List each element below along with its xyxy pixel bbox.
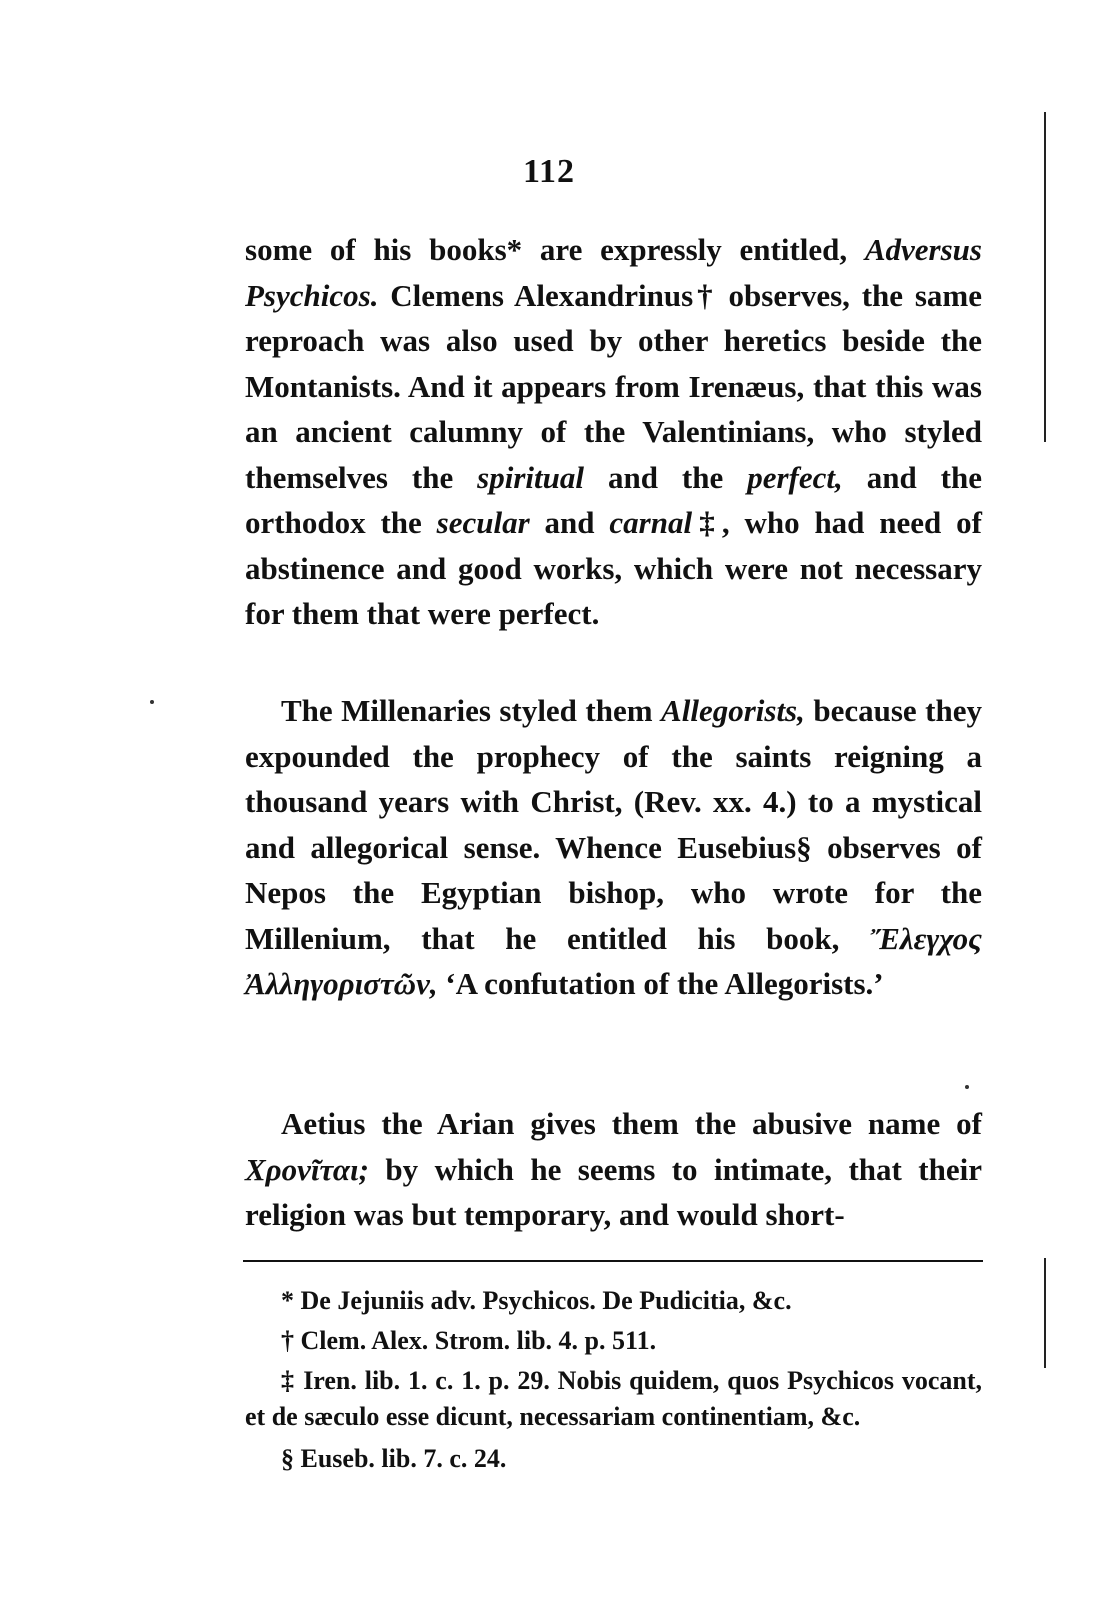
footnote-text: De Jejuniis adv. Psychicos. De Pudicitia, &c. xyxy=(300,1286,792,1315)
footnote xyxy=(245,1283,982,1319)
text-run: ‘A confutation of the Allegorists.’ xyxy=(437,966,884,1001)
text-run: observes, the same reproach was also used by other heretics beside the Montanists. And it appears from Irenæus, that this was an ancient calumny of the Valentinians, who styled themselves the xyxy=(245,277,982,495)
page-number: 112 xyxy=(522,153,576,190)
paragraph-psychicos xyxy=(245,227,982,637)
italic-term: secular xyxy=(436,505,530,540)
paragraph-millenaries xyxy=(245,688,982,1007)
text-run: and the xyxy=(584,459,748,495)
text-run: , who had need of abstinence and good works, which were not necessary for them that were perfect. xyxy=(245,505,982,631)
footnote-mark: * xyxy=(281,1286,294,1315)
text-run: observes of Nepos the Egyptian bishop, who wrote for the Millenium, that he entitled his book, xyxy=(245,829,982,956)
footnote-ref-dagger: † xyxy=(693,277,717,313)
footnote-mark: § xyxy=(281,1444,294,1473)
footnote-ref-section: § xyxy=(796,829,812,865)
scan-edge-line xyxy=(1044,112,1046,442)
footnote xyxy=(245,1363,982,1435)
scan-speck xyxy=(150,700,154,704)
footnote-text: Euseb. lib. 7. c. 24. xyxy=(300,1444,507,1473)
text-run: some of his books xyxy=(245,232,507,267)
text-run: are expressly entitled, xyxy=(522,232,865,267)
italic-term: spiritual xyxy=(477,459,584,495)
text-run: Aetius the Arian gives them the abusive name of xyxy=(281,1106,982,1141)
italic-title: Adversus Psychicos. xyxy=(245,232,982,313)
footnote-ref-asterisk: * xyxy=(506,232,523,267)
footnote-text: Iren. lib. 1. c. 1. p. 29. Nobis quidem, quos Psychicos vocant, et de sæculo esse dicunt, necessariam continentiam, &c. xyxy=(245,1366,982,1431)
paragraph-aetius xyxy=(245,1101,982,1238)
footnote xyxy=(245,1441,982,1477)
text-run: The Millenaries styled them xyxy=(281,693,662,728)
footnote-mark: ‡ xyxy=(281,1366,296,1395)
footnote xyxy=(245,1323,982,1359)
footnotes xyxy=(245,1283,982,1481)
scan-speck xyxy=(965,1085,969,1089)
text-run: Clemens Alexandrinus xyxy=(378,277,694,313)
text-run: and the orthodox the xyxy=(245,459,982,540)
footnote-divider xyxy=(243,1260,983,1262)
scan-edge-line xyxy=(1044,1258,1046,1368)
text-run: and xyxy=(529,505,610,540)
footnote-text: Clem. Alex. Strom. lib. 4. p. 511. xyxy=(300,1326,657,1355)
greek-title: Ἔλεγχος Ἀλληγοριστῶν, xyxy=(245,920,982,1001)
text-run: because they expounded the prophecy of the saints reigning a thousand years with Christ, (Rev. xx. 4.) to a mystical and allegorical sense. Whence Eusebius xyxy=(245,693,982,865)
greek-term: Χρονῖται; xyxy=(245,1151,369,1187)
text-run: by which he seems to intimate, that their religion was but temporary, and would short- xyxy=(245,1151,982,1232)
italic-term: Allegorists, xyxy=(661,693,805,728)
footnote-ref-double-dagger: ‡ xyxy=(692,505,722,540)
italic-term: perfect, xyxy=(747,459,843,495)
italic-term: carnal xyxy=(609,505,693,540)
footnote-mark: † xyxy=(281,1326,294,1355)
